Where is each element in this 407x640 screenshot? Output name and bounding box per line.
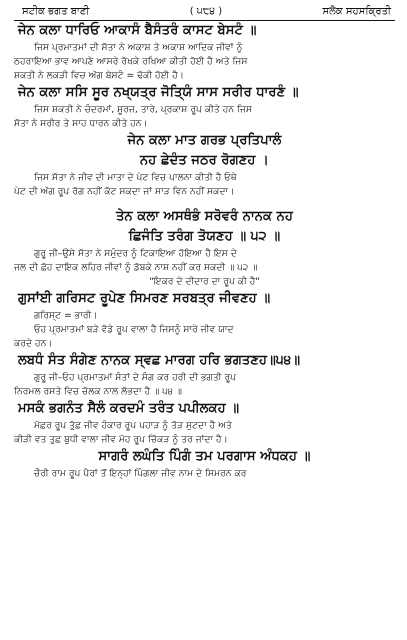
commentary-line: ਚੌਰੀ ਰਾਮ ਰੂਪ ਪੈਰਾਂ ਤੋਂ ਇਨ੍ਹਾਂ ਪਿੰਗਲਾ ਜੀਵ ਨਾਮ ਦੇ ਸਿਮਰਨ ਕਰ bbox=[34, 468, 247, 479]
commentary-line: ਜਿਸ ਪ੍ਰਮਾਤਮਾਂ ਦੀ ਸੱਤਾ ਨੇ ਅਕਾਸ਼ ਤੇ ਅਕਾਸ਼ ਆਦਿਕ ਜੀਵਾਂ ਨੂੰ bbox=[34, 42, 243, 53]
commentary-line: ਗੁਰੂ ਜੀ–ਓਹ ਪ੍ਰਮਾਤਮਾਂ ਸੰਤਾਂ ਦੇ ਸੰਗ ਕਰ ਹਰੀ ਦੀ ਭਗਤੀ ਰੂਪ bbox=[34, 372, 237, 383]
commentary-line: ਜਿਸ ਸ਼ਕਤੀ ਨੇ ਚੰਦਰਮਾਂ, ਸੂਰਜ, ਤਾਰੇ, ਪ੍ਰਕਾਸ਼ ਰੂਪ ਕੀਤੇ ਹਨ ਜਿਸ bbox=[34, 104, 253, 115]
commentary-line: ਕਰਦੇ ਹਨ। bbox=[14, 338, 53, 349]
commentary-line: ਜਲ ਦੀ ਛੋਹ ਦਾਇਕ ਲਹਿਰ ਜੀਵਾਂ ਨੂੰ ਡੋਬਕੇ ਨਾਸ਼ ਨਹੀਂ ਕਰ ਸਕਦੀ ॥ ੫੨ ॥ bbox=[14, 262, 258, 273]
commentary-line: ਓਹ ਪ੍ਰਮਾਤਮਾਂ ਬੜੇ ਵੱਡੇ ਰੂਪ ਵਾਲਾ ਹੈ ਜਿਸਨੂੰ ਸਾਰੇ ਜੀਵ ਯਾਦ bbox=[34, 324, 234, 335]
verse-line: ਗੁਸਾਂਈ ਗਰਿਸਟ ਰੂਪੇਣ ਸਿਮਰਣ ਸਰਬਤ੍ਰ ਜੀਵਣਹ ॥ bbox=[18, 291, 271, 306]
commentary-line: ਗਰਿਸ੍ਟ = ਭਾਰੀ। bbox=[34, 310, 98, 321]
header-book-title: ਸਟੀਕ ਭਗਤ ਬਾਣੀ bbox=[22, 6, 90, 17]
page-body bbox=[14, 21, 395, 481]
commentary-line: "ਇਕਰ ਦੇ ਦੀਦਾਰ ਦਾ ਰੂਪ ਕੀ ਹੈ" bbox=[149, 276, 260, 287]
commentary-line: ਮੱਛਰ ਰੂਪ ਤੁੱਛ ਜੀਵ ਹੰਕਾਰ ਰੂਪ ਪਹਾੜ ਨੂੰ ਤੋੜ ਸੁਟਦਾ ਹੈ ਅਤੇ bbox=[34, 420, 232, 431]
commentary-line: ਕੀੜੀ ਵਤ ਤੁਛ ਬੁਧੀ ਵਾਲਾ ਜੀਵ ਮੋਹ ਰੂਪ ਚਿੱਕੜ ਨੂੰ ਤਰ ਜਾਂਦਾ ਹੈ। bbox=[14, 434, 228, 445]
verse-line: ਜੇਨ ਕਲਾ ਮਾਤ ਗਰਭ ਪ੍ਰਤਿਪਾਲੰ bbox=[127, 133, 282, 148]
commentary-line: ਨਿਰਮਲ ਰਸਤੇ ਵਿਚ ਚੱਲਕ ਨਾਲ ਲੱਭਦਾ ਹੈ ॥ ੫੪ ॥ bbox=[14, 386, 183, 397]
verse-line: ਲਬਧੰ ਸੰਤ ਸੰਗੇਣ ਨਾਨਕ ਸ੍ਵਛ ਮਾਰਗ ਹਰਿ ਭਗਤਣਹ॥੫੪॥ bbox=[18, 353, 301, 368]
verse-line: ਜੇਨ ਕਲਾ ਧਾਰਿਓ ਆਕਾਸੰ ਬੈਸੰਤਰੰ ਕਾਸਟ ਬੇਸਟੰ ॥ bbox=[18, 23, 257, 38]
verse-line: ਜੇਨ ਕਲਾ ਸਸਿ ਸੂਰ ਨਖ੍ਯਤ੍ਰ ਜੋਤ੍ਯਿੰ ਸਾਸ ਸਰੀਰ ਧਾਰਣੰ ॥ bbox=[18, 85, 299, 100]
verse-line: ਮਸਕੰ ਭਗਨੰਤ ਸੈਲੰ ਕਰਦਮੰ ਤਰੰਤ ਪਪੀਲਕਹ ॥ bbox=[18, 401, 240, 416]
commentary-line: ਪੇਟ ਦੀ ਅੱਗ ਰੂਪ ਰੋਗ ਨਹੀਂ ਕੱਟ ਸਕਦਾ ਜਾਂ ਸਾੜ ਵਿਨ ਨਹੀਂ ਸਕਦਾ। bbox=[14, 186, 235, 197]
commentary-line: ਸ਼ਕਤੀ ਨੇ ਲਕੜੀ ਵਿਚ ਅੱਗ ਬੇਸਟੰ = ਢੱਕੀ ਹੋਈ ਹੈ। bbox=[14, 70, 184, 81]
commentary-line: ਠਹਰਾਇਆ ਭਾਵ ਆਪਣੇ ਆਸਰੇ ਰੱਖਕੇ ਰਖਿਆ ਕੀਤੀ ਹੋਈ ਹੈ ਅਤੇ ਜਿਸ bbox=[14, 56, 248, 67]
page-header bbox=[14, 6, 395, 21]
verse-line: ਨਹ ਛੇਦੰਤ ਜਠਰ ਰੋਗਣਹ । bbox=[140, 153, 269, 168]
verse-line: ਤੇਨ ਕਲਾ ਅਸਥੰਭੰ ਸਰੋਵਰੰ ਨਾਨਕ ਨਹ bbox=[116, 209, 293, 224]
verse-line: ਛਿਜੰਤਿ ਤਰੰਗ ਤੋਯਣਹ ॥ ੫੨ ॥ bbox=[128, 229, 281, 244]
spacer bbox=[14, 199, 395, 207]
commentary-line: ਗੁਰੂ ਜੀ–ਉਸੇ ਸੱਤਾ ਨੇ ਸਮੁੰਦਰ ਨੂੰ ਟਿਕਾਇਆ ਹੋਇਆ ਹੈ ਇਸ ਦੇ bbox=[34, 248, 237, 259]
verse-line: ਸਾਗਰੰ ਲਘੰਤਿ ਪਿੰਗੰ ਤਮ ਪਰਗਾਸ ਅੰਧਕਹ ॥ bbox=[98, 449, 311, 464]
header-page-number: ( ੫੮੪ ) bbox=[189, 6, 223, 17]
commentary-line: ਸੱਤਾ ਨੇ ਸਰੀਰ ਤੇ ਸਾਹ ਧਾਰਨ ਕੀਤੇ ਹਨ। bbox=[14, 118, 148, 129]
header-section-title: ਸਲੋਕ ਸਹਸਕ੍ਰਿਤੀ bbox=[322, 6, 391, 17]
commentary-line: ਜਿਸ ਸੱਤਾ ਨੇ ਜੀਵ ਦੀ ਮਾਤਾ ਦੇ ਪੇਟ ਵਿਚ ਪਾਲਨਾ ਕੀਤੀ ਹੈ ਓਥੇ bbox=[34, 172, 237, 183]
